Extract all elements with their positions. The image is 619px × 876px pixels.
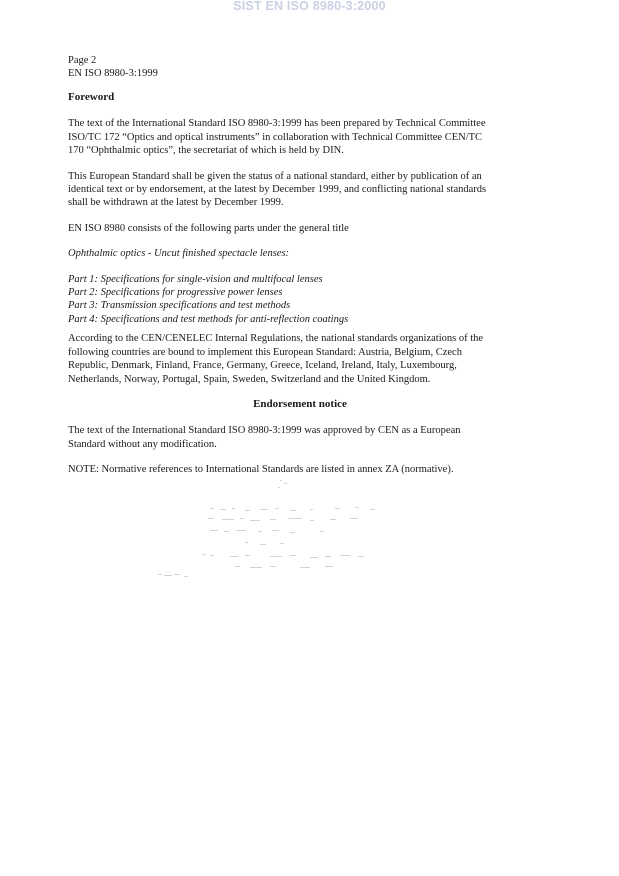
text-line: According to the CEN/CENELEC Internal Regulations, the national standards organizations of the xyxy=(68,333,484,345)
list-item: Part 3: Transmission specifications and test methods xyxy=(68,300,291,312)
foreword-paragraph-4 xyxy=(68,332,538,386)
foreword-paragraph-2 xyxy=(68,170,538,210)
page-header xyxy=(68,54,158,80)
text-line: 170 “Ophthalmic optics”, the secretariat of which is held by DIN. xyxy=(68,145,344,157)
list-item: Part 2: Specifications for progressive power lenses xyxy=(68,287,283,299)
document-id: EN ISO 8980-3:1999 xyxy=(68,68,158,79)
endorsement-heading: Endorsement notice xyxy=(253,397,347,410)
text-line: following countries are bound to implement this European Standard: Austria, Belgium, Czech xyxy=(68,346,462,358)
normative-note: NOTE: Normative references to International Standards are listed in annex ZA (normative). xyxy=(68,464,454,476)
general-title: Ophthalmic optics - Uncut finished spectacle lenses: xyxy=(68,248,290,260)
page-number: Page 2 xyxy=(68,55,97,66)
text-line: This European Standard shall be given the status of a national standard, either by publication of an xyxy=(68,170,482,182)
foreword-paragraph-1 xyxy=(68,117,538,157)
text-line: The text of the International Standard ISO 8980-3:1999 was approved by CEN as a European xyxy=(68,425,461,437)
text-line: The text of the International Standard ISO 8980-3:1999 has been prepared by Technical Committee xyxy=(68,118,486,130)
parts-list xyxy=(68,273,538,327)
text-line: Standard without any modification. xyxy=(68,438,217,450)
document-body xyxy=(68,91,538,489)
list-item: Part 4: Specifications and test methods for anti-reflection coatings xyxy=(68,313,349,325)
text-line: Republic, Denmark, Finland, France, Germany, Greece, Iceland, Ireland, Italy, Luxembourg, xyxy=(68,360,457,372)
scan-noise-artifact xyxy=(150,478,390,588)
foreword-heading: Foreword xyxy=(68,91,115,103)
text-line: Netherlands, Norway, Portugal, Spain, Sweden, Switzerland and the United Kingdom. xyxy=(68,373,431,385)
list-item: Part 1: Specifications for single-vision and multifocal lenses xyxy=(68,273,323,285)
foreword-paragraph-3: EN ISO 8980 consists of the following parts under the general title xyxy=(68,222,349,234)
endorsement-paragraph xyxy=(68,424,538,451)
watermark: SIST EN ISO 8980-3:2000 xyxy=(233,0,386,13)
text-line: ISO/TC 172 “Optics and optical instruments” in collaboration with Technical Committee CEN/TC xyxy=(68,131,483,143)
text-line: shall be withdrawn at the latest by December 1999. xyxy=(68,197,284,209)
text-line: identical text or by endorsement, at the latest by December 1999, and conflicting national standards xyxy=(68,184,487,196)
